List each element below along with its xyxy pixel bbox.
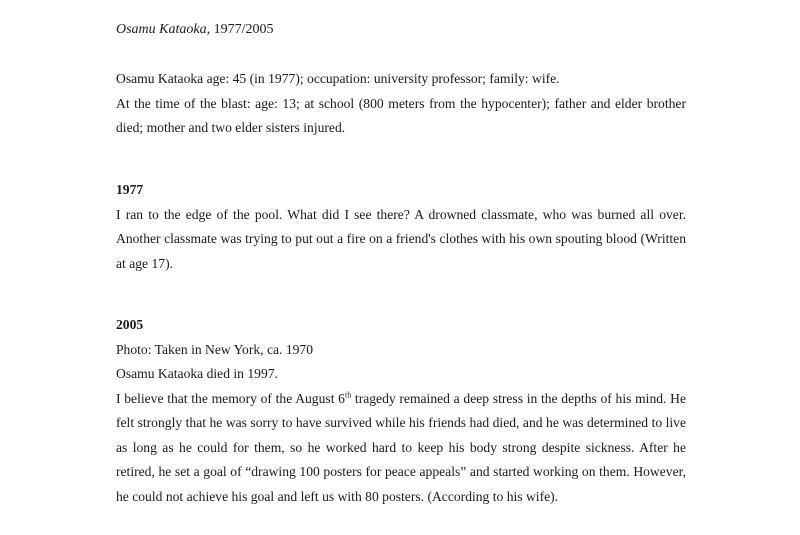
ordinal-suffix: th (344, 389, 352, 399)
section-2005 (116, 313, 686, 509)
photo-caption: Photo: Taken in New York, ca. 1970 (116, 341, 314, 357)
title-name: Osamu Kataoka, (116, 22, 211, 37)
death-note: Osamu Kataoka died in 1997. (116, 366, 278, 381)
section-1977 (116, 178, 686, 276)
section-2005-heading: 2005 (116, 317, 144, 332)
page-title (116, 22, 274, 38)
section-1977-heading: 1977 (116, 182, 144, 197)
text-after-sup: tragedy remained a deep stress in the depths of his mind. He felt strongly that he was sorry to have survived while his friends had died, and he was determined to live as long as he could for them, so he worked hard to keep his body strong despite sickness. After he retired, he set a goal of “drawing 100 posters for peace appeals” and started working on them. However, he could not achieve his goal and left us with 80 posters. (According to his wife). (116, 390, 686, 504)
text-before-sup: I believe that the memory of the August 6 (116, 390, 345, 406)
intro-line-2: At the time of the blast: age: 13; at school (800 meters from the hypocenter); father and elder brother died; mother and two elder sisters injured. (116, 95, 686, 135)
intro-line-1: Osamu Kataoka age: 45 (in 1977); occupation: university professor; family: wife. (116, 71, 560, 86)
title-years: 1977/2005 (213, 22, 274, 37)
section-1977-text: I ran to the edge of the pool. What did I see there? A drowned classmate, who was burned all over. Another classmate was trying to put out a fire on a friend's clothes with his own spouting blood (Written at age 17). (116, 206, 686, 271)
intro-section (116, 67, 686, 141)
section-2005-text (116, 387, 686, 510)
